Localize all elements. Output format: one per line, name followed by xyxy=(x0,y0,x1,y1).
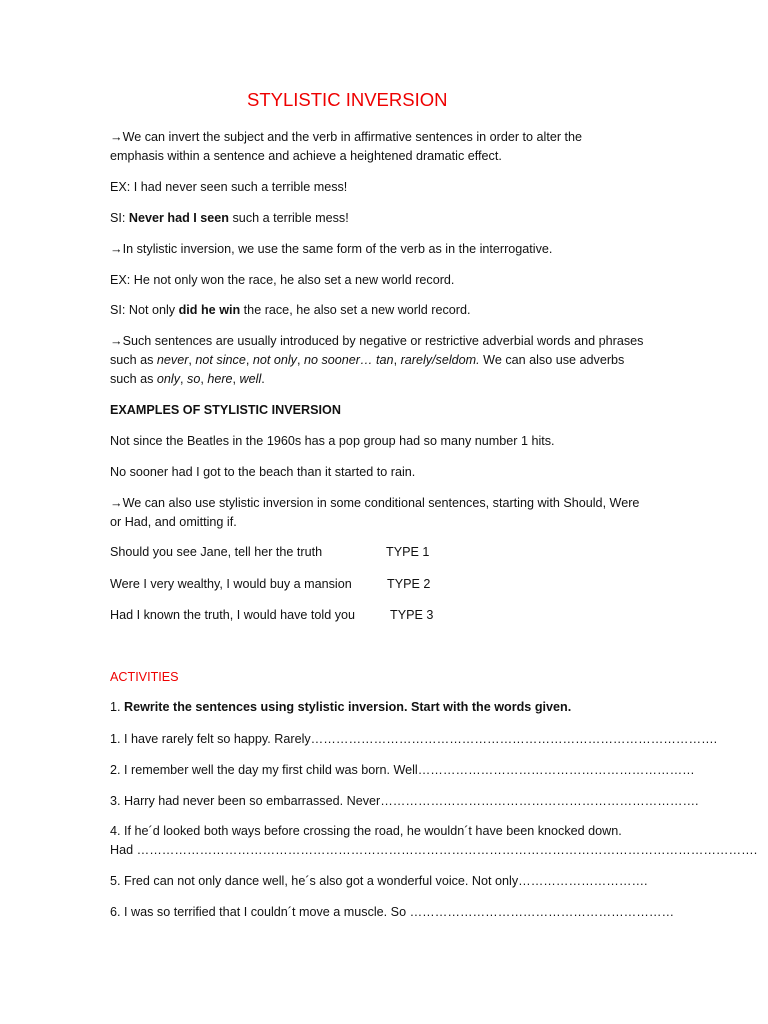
label-text: SI: Not only xyxy=(110,303,179,317)
rule-paragraph-line xyxy=(110,351,624,370)
example-sentence: EX: I had never seen such a terrible mess! xyxy=(110,180,348,194)
italic-term: never xyxy=(156,353,189,367)
inverted-phrase: Never had I seen xyxy=(128,211,230,225)
sentence-rest: the race, he also set a new world record. xyxy=(240,303,471,317)
rule-paragraph-line: →Such sentences are usually introduced by negative or restrictive adverbial words and phrases xyxy=(110,334,644,348)
sentence-rest: such a terrible mess! xyxy=(229,211,349,225)
page-title: STYLISTIC INVERSION xyxy=(247,89,448,110)
conditional-type: TYPE 3 xyxy=(390,608,434,622)
intro-paragraph-line: →We can invert the subject and the verb in affirmative sentences in order to alter the xyxy=(110,130,583,144)
conditional-type: TYPE 2 xyxy=(387,577,431,591)
text-run: , xyxy=(232,372,240,386)
conditional-example xyxy=(110,606,434,625)
conditional-example xyxy=(110,575,431,594)
rule-paragraph: →In stylistic inversion, we use the same form of the verb as in the interrogative. xyxy=(110,242,553,256)
example-sentence: No sooner had I got to the beach than it started to rain. xyxy=(110,465,416,479)
activity-item: 2. I remember well the day my first child was born. Well………………………………………………………… xyxy=(110,763,695,777)
rule-paragraph-line: →We can also use stylistic inversion in some conditional sentences, starting with Should, Were xyxy=(110,496,640,510)
text-run: We can also use adverbs xyxy=(479,353,625,367)
conditional-example xyxy=(110,543,430,562)
section-heading: EXAMPLES OF STYLISTIC INVERSION xyxy=(110,403,341,417)
intro-paragraph-line: emphasis within a sentence and achieve a heightened dramatic effect. xyxy=(110,149,502,163)
italic-term: so xyxy=(187,372,201,386)
text-run: , xyxy=(245,353,253,367)
activity-item: 5. Fred can not only dance well, he´s also got a wonderful voice. Not only…………………………. xyxy=(110,874,648,888)
instruction-number: 1. xyxy=(110,700,125,714)
text-run: such as xyxy=(110,372,157,386)
text-run: , xyxy=(200,372,208,386)
italic-term: not since xyxy=(195,353,246,367)
activity-item: 3. Harry had never been so embarrassed. Never…………………………………………………………………. xyxy=(110,794,699,808)
text-run: , xyxy=(393,353,401,367)
italic-term: no sooner… tan xyxy=(303,353,394,367)
conditional-sentence: Were I very wealthy, I would buy a mansion xyxy=(110,577,352,591)
italic-term: well xyxy=(239,372,262,386)
conditional-sentence: Had I known the truth, I would have told you xyxy=(110,608,356,622)
example-sentence: Not since the Beatles in the 1960s has a pop group had so many number 1 hits. xyxy=(110,434,555,448)
activity-item: 1. I have rarely felt so happy. Rarely……………………………………………………………………………………. xyxy=(110,732,718,746)
italic-term: here xyxy=(207,372,233,386)
instruction-text: Rewrite the sentences using stylistic inversion. Start with the words given. xyxy=(124,700,572,714)
text-run: , xyxy=(188,353,196,367)
text-run: , xyxy=(296,353,304,367)
activity-item: 4. If he´d looked both ways before crossing the road, he wouldn´t have been knocked down. xyxy=(110,824,622,838)
rule-paragraph-line xyxy=(110,370,265,389)
activity-item: Had …………………………………………………………………………………………………………………………………. xyxy=(110,843,758,857)
italic-term: only xyxy=(156,372,181,386)
conditional-type: TYPE 1 xyxy=(386,545,430,559)
italic-term: not only xyxy=(252,353,297,367)
inversion-sentence xyxy=(110,301,471,320)
inverted-phrase: did he win xyxy=(178,303,241,317)
italic-term: rarely/seldom. xyxy=(400,353,480,367)
activities-heading: ACTIVITIES xyxy=(110,670,179,684)
text-run: , xyxy=(180,372,188,386)
text-run: . xyxy=(261,372,265,386)
inversion-sentence xyxy=(110,209,349,228)
conditional-sentence: Should you see Jane, tell her the truth xyxy=(110,545,323,559)
text-run: such as xyxy=(110,353,157,367)
label-text: SI: xyxy=(110,211,129,225)
activity-instruction xyxy=(110,698,571,717)
activity-item: 6. I was so terrified that I couldn´t move a muscle. So ……………………………………………………… xyxy=(110,905,675,919)
rule-paragraph-line: or Had, and omitting if. xyxy=(110,515,237,529)
example-sentence: EX: He not only won the race, he also set a new world record. xyxy=(110,273,455,287)
